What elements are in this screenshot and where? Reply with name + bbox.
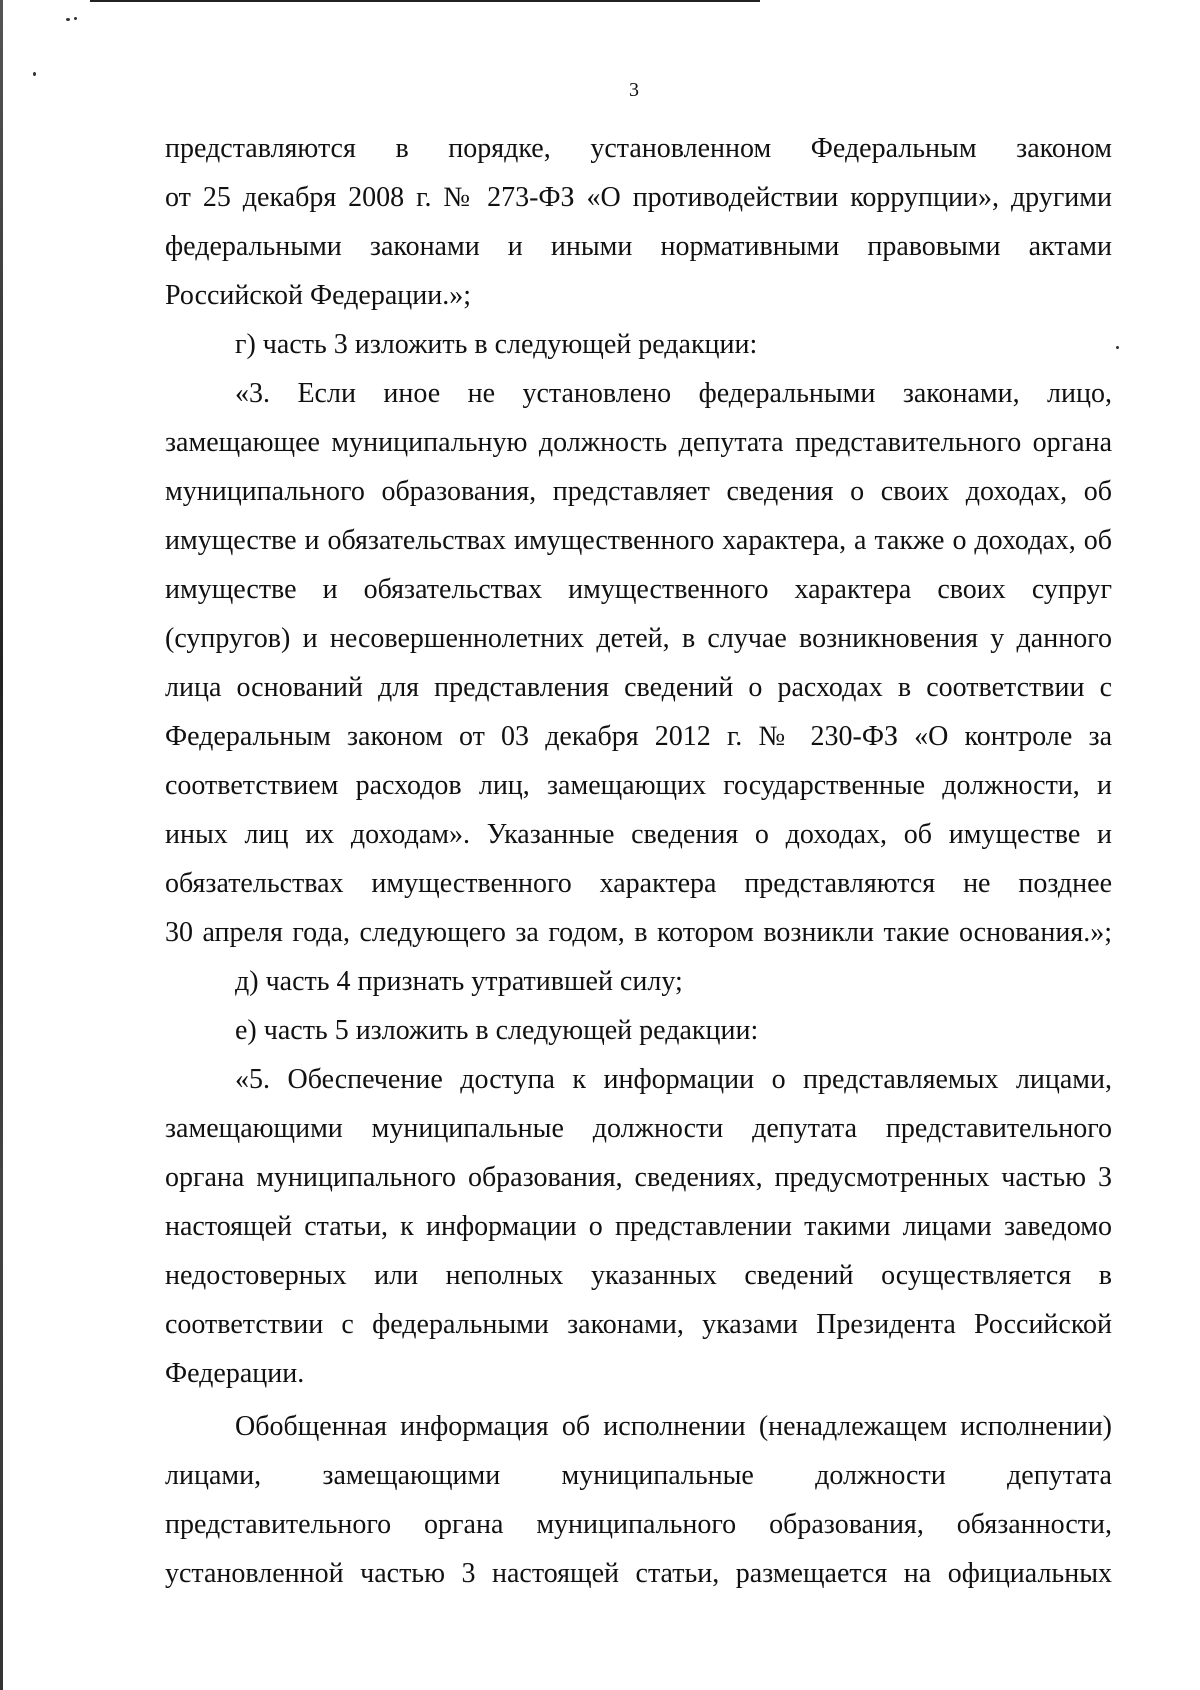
page-number: 3 [629, 79, 639, 101]
scan-top-rule [90, 0, 760, 2]
document-body [165, 124, 1112, 1598]
scan-edge [0, 0, 3, 1690]
scan-speck [66, 18, 70, 21]
text-line: имуществе и обязательствах имущественного характера своих супруг [165, 574, 1112, 605]
text-line: лицами, замещающими муниципальные должности депутата [165, 1460, 1112, 1491]
text-line: иных лиц их доходам». Указанные сведения о доходах, об имуществе и [165, 819, 1112, 850]
text-line: 30 апреля года, следующего за годом, в котором возникли такие основания.»; [165, 917, 1112, 948]
text-line: Обобщенная информация об исполнении (ненадлежащем исполнении) [235, 1411, 1112, 1442]
text-line: г) часть 3 изложить в следующей редакции: [235, 329, 758, 360]
text-line: муниципального образования, представляет сведения о своих доходах, об [165, 476, 1112, 507]
text-line: обязательствах имущественного характера представляются не позднее [165, 868, 1112, 899]
text-line: недостоверных или неполных указанных сведений осуществляется в [165, 1260, 1112, 1291]
text-line: представляются в порядке, установленном Федеральным законом [165, 133, 1112, 164]
text-line: лица оснований для представления сведений о расходах в соответствии с [165, 672, 1112, 703]
text-line: Федеральным законом от 03 декабря 2012 г. № 230-ФЗ «О контроле за [165, 721, 1112, 752]
text-line: от 25 декабря 2008 г. № 273-ФЗ «О противодействии коррупции», другими [165, 182, 1112, 213]
text-line: органа муниципального образования, сведениях, предусмотренных частью 3 [165, 1162, 1112, 1193]
text-line: (супругов) и несовершеннолетних детей, в случае возникновения у данного [165, 623, 1112, 654]
scan-speck [33, 72, 36, 76]
text-line: представительного органа муниципального образования, обязанности, [165, 1509, 1112, 1540]
text-line: установленной частью 3 настоящей статьи, размещается на официальных [165, 1558, 1112, 1589]
text-line: настоящей статьи, к информации о представлении такими лицами заведомо [165, 1211, 1112, 1242]
scan-speck [1116, 346, 1119, 349]
text-line: «5. Обеспечение доступа к информации о представляемых лицами, [235, 1064, 1112, 1095]
text-line: д) часть 4 признать утратившей силу; [235, 966, 683, 997]
text-line: имуществе и обязательствах имущественного характера, а также о доходах, об [165, 525, 1112, 556]
text-line: Российской Федерации.»; [165, 280, 472, 311]
scan-speck [74, 17, 77, 20]
text-line: соответствием расходов лиц, замещающих государственные должности, и [165, 770, 1112, 801]
text-line: Федерации. [165, 1358, 305, 1389]
text-line: е) часть 5 изложить в следующей редакции: [235, 1015, 759, 1046]
text-line: «3. Если иное не установлено федеральными законами, лицо, [235, 378, 1112, 409]
text-line: соответствии с федеральными законами, указами Президента Российской [165, 1309, 1112, 1340]
text-line: федеральными законами и иными нормативными правовыми актами [165, 231, 1112, 262]
text-line: замещающими муниципальные должности депутата представительного [165, 1113, 1112, 1144]
text-line: замещающее муниципальную должность депутата представительного органа [165, 427, 1112, 458]
